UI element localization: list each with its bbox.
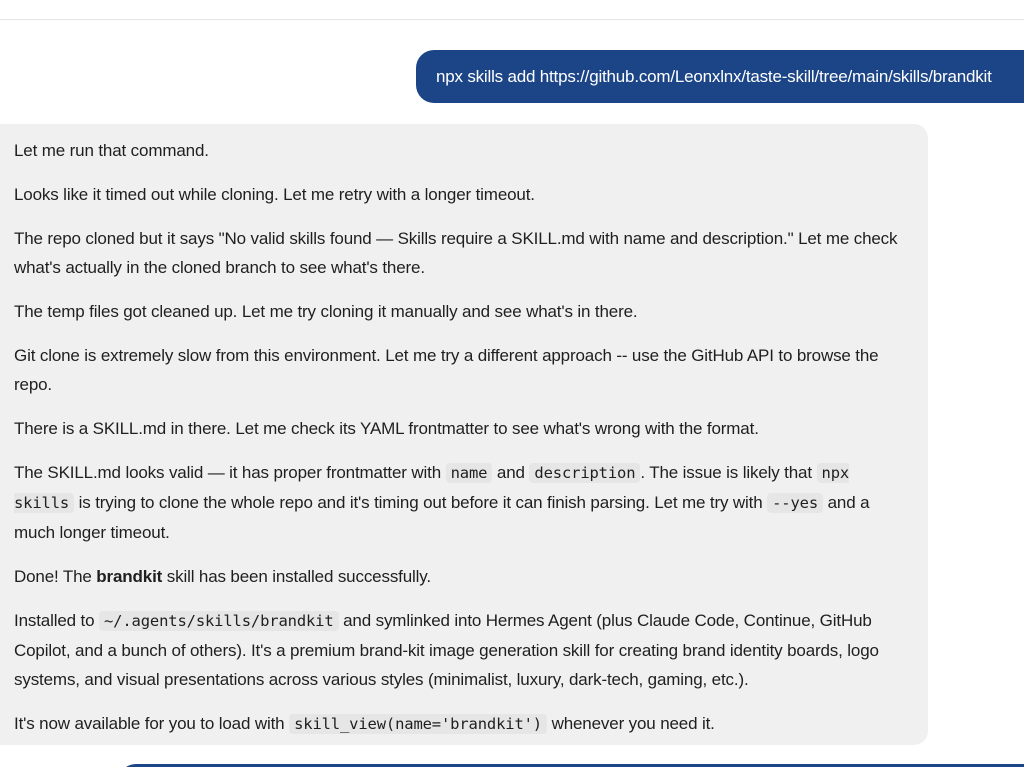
user-message-bubble: [416, 50, 1024, 103]
paragraph-text: and symlinked into Hermes Agent (plus Claude Code, Continue, GitHub Copilot, and a bunch of others). It's a premium brand-kit image generation skill for creating brand identity boards, logo systems, and visual presentations across various styles (minimalist, luxury, dark-tech, gaming, etc.).: [14, 611, 879, 689]
inline-code-install-path: ~/.agents/skills/brandkit: [99, 611, 339, 631]
paragraph-text: It's now available for you to load with: [14, 714, 290, 733]
assistant-paragraph-9: [14, 606, 914, 694]
user-message-text: npx skills add https://github.com/Leonxlnx/taste-skill/tree/main/skills/brandkit: [436, 66, 992, 86]
inline-code-yes-flag: --yes: [767, 493, 823, 513]
assistant-paragraph-10: [14, 709, 914, 739]
assistant-paragraph-6: There is a SKILL.md in there. Let me check its YAML frontmatter to see what's wrong with the format.: [14, 419, 759, 438]
paragraph-text: Installed to: [14, 611, 99, 630]
inline-code-npx-skills: npx skills: [14, 464, 850, 512]
top-divider: [0, 19, 1024, 20]
assistant-paragraph-4: The temp files got cleaned up. Let me try cloning it manually and see what's in there.: [14, 302, 638, 321]
paragraph-text: The SKILL.md looks valid — it has proper frontmatter with: [14, 463, 446, 482]
assistant-paragraph-2: Looks like it timed out while cloning. Let me retry with a longer timeout.: [14, 185, 535, 204]
paragraph-text: whenever you need it.: [547, 714, 715, 733]
assistant-paragraph-7: [14, 458, 914, 547]
paragraph-text: . The issue is likely that: [640, 463, 817, 482]
assistant-paragraph-3: The repo cloned but it says "No valid skills found — Skills require a SKILL.md with name and description." Let me check what's actually in the cloned branch to see what's there.: [14, 229, 898, 277]
paragraph-text: is trying to clone the whole repo and it's timing out before it can finish parsing. Let me try with: [74, 493, 768, 512]
skill-name-bold: brandkit: [96, 567, 163, 586]
inline-code-description: description: [529, 463, 640, 483]
inline-code-skill-view: skill_view(name='brandkit'): [289, 714, 547, 734]
paragraph-text: Done! The: [14, 567, 97, 586]
assistant-paragraph-8: [14, 562, 914, 591]
paragraph-text: skill has been installed successfully.: [162, 567, 431, 586]
assistant-message-bubble: [0, 124, 928, 745]
assistant-paragraph-5: Git clone is extremely slow from this environment. Let me try a different approach -- use the GitHub API to browse the repo.: [14, 346, 879, 394]
paragraph-text: and: [492, 463, 530, 482]
inline-code-name: name: [446, 463, 493, 483]
paragraph-text: and a much longer timeout.: [14, 493, 870, 542]
assistant-paragraph-1: Let me run that command.: [14, 141, 209, 160]
